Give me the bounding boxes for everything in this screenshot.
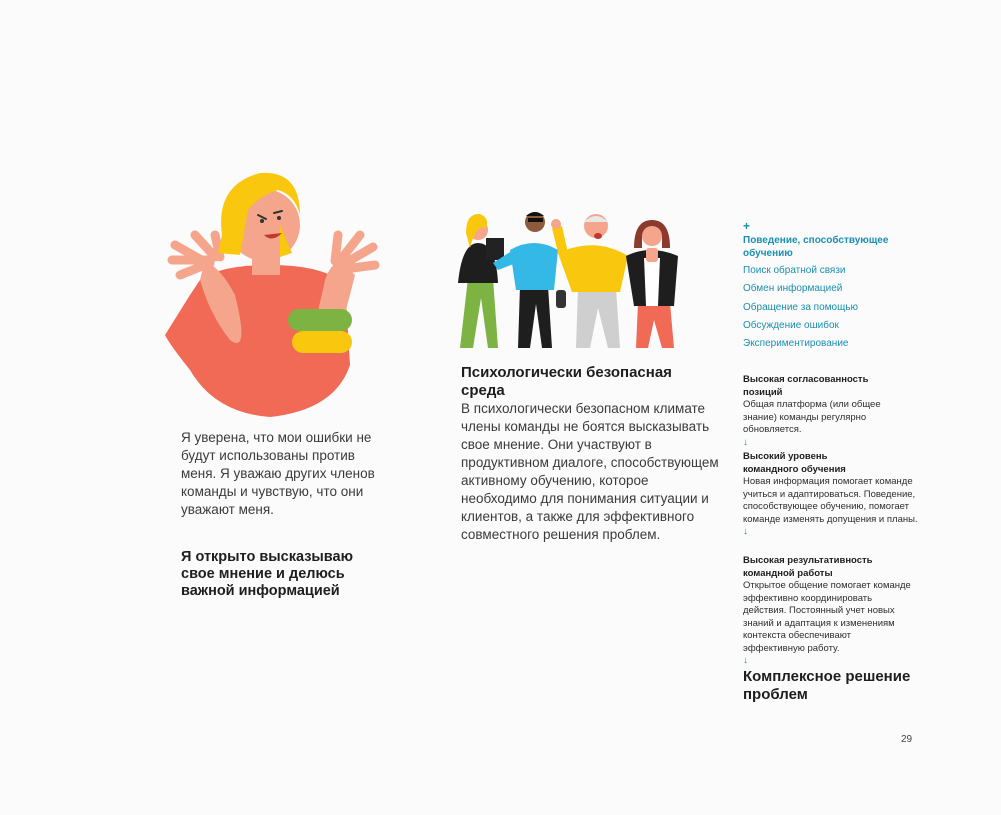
behavior-item: Поиск обратной связи xyxy=(743,265,846,276)
behavior-item: Обмен информацией xyxy=(743,283,843,295)
outcome-text: Новая информация помогает команде учиться и адаптироваться. Поведение, способствующее обучению, помогает команде изменять допущения и планы. xyxy=(743,476,918,525)
outcome-text: Общая платформа (или общее знание) команды регулярно обновляется. xyxy=(743,399,881,435)
plus-sign: + xyxy=(743,219,751,233)
team-group-illustration xyxy=(448,208,688,350)
behavior-item: Обращение за помощью xyxy=(743,301,859,313)
outcome-block xyxy=(743,374,923,449)
outcome-text: Открытое общение помогает команде эффективно координировать действия. Постоянный учет новых знаний и адаптация к изменениям контекста обеспечивают эффективную работу. xyxy=(743,580,911,654)
outcome-heading: Высокая результативность командной работы xyxy=(743,555,873,579)
down-arrow-icon: ↓ xyxy=(743,526,748,537)
down-arrow-icon: ↓ xyxy=(743,655,748,666)
outcome-heading: Высокий уровень командного обучения xyxy=(743,451,846,475)
woman-gesturing-illustration xyxy=(160,165,380,420)
behavior-title: Поведение, способствующее обучению xyxy=(743,235,889,259)
section-body: В психологически безопасном климате члены команды не боятся высказывать свое мнение. Они участвуют в продуктивном диалоге, способствующем активному обучению, которое необходимо для понимания ситуации и клиентов, а также для эффективного совместного решения проблем. xyxy=(461,401,719,542)
behavior-item: Экспериментирование xyxy=(743,338,849,350)
outcome-heading: Высокая согласованность позиций xyxy=(743,374,869,398)
quote-heading: Я открыто высказываю свое мнение и делюсь важной информацией xyxy=(181,549,353,599)
behavior-list xyxy=(743,262,923,353)
behavior-item: Обсуждение ошибок xyxy=(743,319,839,331)
personal-quote: Я уверена, что мои ошибки не будут использованы против меня. Я уважаю других членов команды и чувствую, что они уважают меня. xyxy=(181,430,375,517)
outcome-block xyxy=(743,555,923,667)
down-arrow-icon: ↓ xyxy=(743,436,748,448)
outcome-block xyxy=(743,451,923,538)
page-number: 29 xyxy=(901,734,913,745)
section-title: Психологически безопасная среда xyxy=(461,364,672,399)
final-outcome: Комплексное решение проблем xyxy=(743,668,911,703)
